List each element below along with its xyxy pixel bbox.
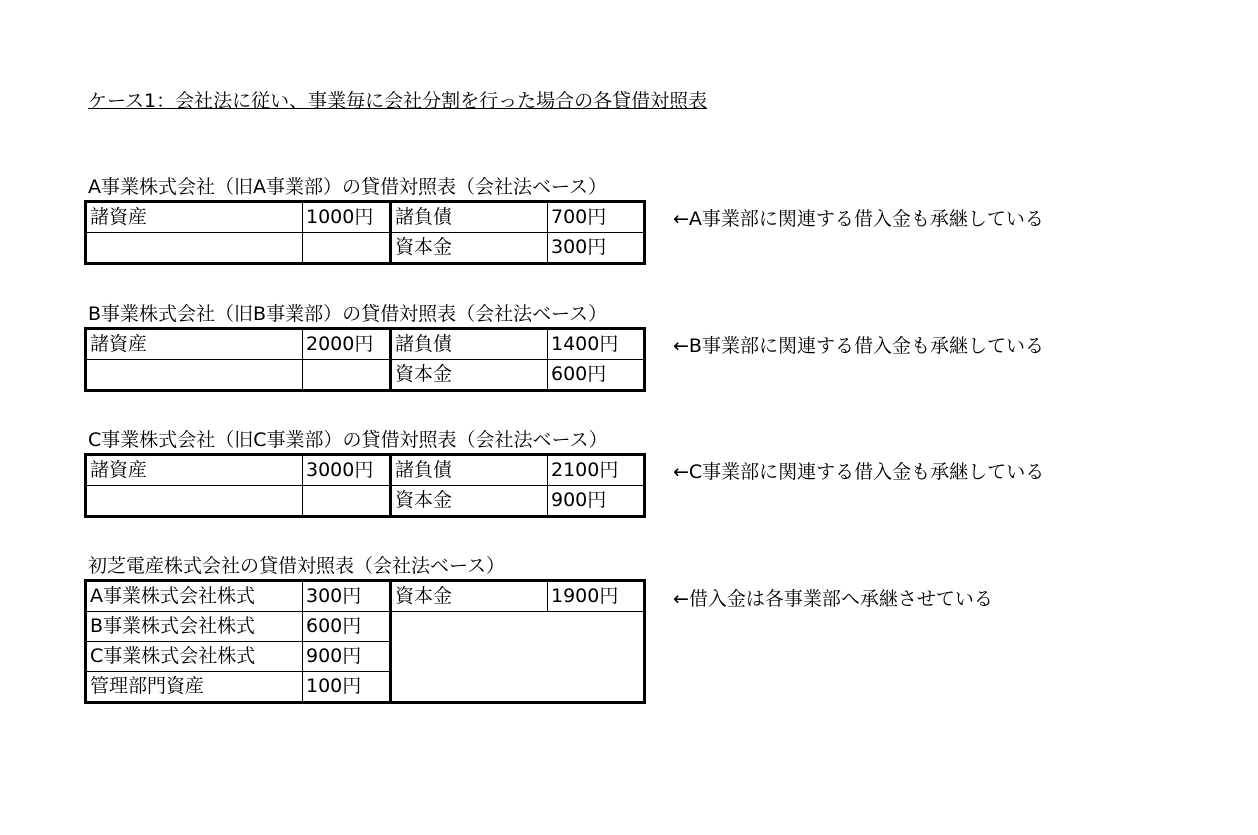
asset-amount bbox=[303, 486, 391, 517]
section-heading: B事業株式会社（旧B事業部）の貸借対照表（会社法ベース） bbox=[88, 303, 608, 325]
table-row bbox=[86, 612, 645, 642]
table-row bbox=[86, 455, 645, 486]
asset-label: B事業株式会社株式 bbox=[86, 612, 303, 642]
equity-label: 資本金 bbox=[391, 360, 548, 391]
asset-amount bbox=[303, 360, 391, 391]
balance-sheet-section-parent bbox=[84, 555, 646, 704]
balance-sheet-table bbox=[84, 579, 646, 704]
liability-amount: 700円 bbox=[548, 202, 645, 233]
section-note: ←B事業部に関連する借入金も承継している bbox=[673, 335, 1044, 357]
section-heading: A事業株式会社（旧A事業部）の貸借対照表（会社法ベース） bbox=[88, 176, 608, 198]
asset-amount: 900円 bbox=[303, 642, 391, 672]
liability-amount: 1400円 bbox=[548, 329, 645, 360]
balance-sheet-table bbox=[84, 200, 646, 265]
asset-amount: 3000円 bbox=[303, 455, 391, 486]
empty-credit-area bbox=[391, 612, 645, 703]
asset-amount: 1000円 bbox=[303, 202, 391, 233]
section-note: ←C事業部に関連する借入金も承継している bbox=[673, 461, 1045, 483]
asset-label: A事業株式会社株式 bbox=[86, 581, 303, 612]
section-note: ←借入金は各事業部へ承継させている bbox=[673, 588, 993, 610]
section-note: ←A事業部に関連する借入金も承継している bbox=[673, 208, 1044, 230]
asset-label: 諸資産 bbox=[86, 329, 303, 360]
asset-label: 諸資産 bbox=[86, 202, 303, 233]
asset-label bbox=[86, 360, 303, 391]
balance-sheet-section-a bbox=[84, 176, 646, 265]
asset-label: C事業株式会社株式 bbox=[86, 642, 303, 672]
balance-sheet-table bbox=[84, 453, 646, 518]
balance-sheet-section-c bbox=[84, 429, 646, 518]
table-row bbox=[86, 360, 645, 391]
table-row bbox=[86, 329, 645, 360]
section-heading: C事業株式会社（旧C事業部）の貸借対照表（会社法ベース） bbox=[88, 429, 608, 451]
liability-label: 諸負債 bbox=[391, 455, 548, 486]
table-row bbox=[86, 581, 645, 612]
asset-label bbox=[86, 486, 303, 517]
balance-sheet-section-b bbox=[84, 303, 646, 392]
asset-label bbox=[86, 233, 303, 264]
liability-label: 諸負債 bbox=[391, 329, 548, 360]
liability-amount: 2100円 bbox=[548, 455, 645, 486]
table-row bbox=[86, 202, 645, 233]
asset-amount bbox=[303, 233, 391, 264]
balance-sheet-table bbox=[84, 327, 646, 392]
equity-amount: 300円 bbox=[548, 233, 645, 264]
liability-label: 諸負債 bbox=[391, 202, 548, 233]
equity-label: 資本金 bbox=[391, 233, 548, 264]
equity-amount: 600円 bbox=[548, 360, 645, 391]
asset-label: 管理部門資産 bbox=[86, 672, 303, 703]
asset-amount: 2000円 bbox=[303, 329, 391, 360]
equity-amount: 900円 bbox=[548, 486, 645, 517]
page-title: ケース1：会社法に従い、事業毎に会社分割を行った場合の各貸借対照表 bbox=[88, 90, 708, 112]
table-row bbox=[86, 486, 645, 517]
asset-amount: 300円 bbox=[303, 581, 391, 612]
asset-amount: 100円 bbox=[303, 672, 391, 703]
equity-label: 資本金 bbox=[391, 581, 548, 612]
table-row bbox=[86, 233, 645, 264]
asset-amount: 600円 bbox=[303, 612, 391, 642]
section-heading: 初芝電産株式会社の貸借対照表（会社法ベース） bbox=[88, 555, 506, 577]
equity-label: 資本金 bbox=[391, 486, 548, 517]
asset-label: 諸資産 bbox=[86, 455, 303, 486]
equity-amount: 1900円 bbox=[548, 581, 645, 612]
